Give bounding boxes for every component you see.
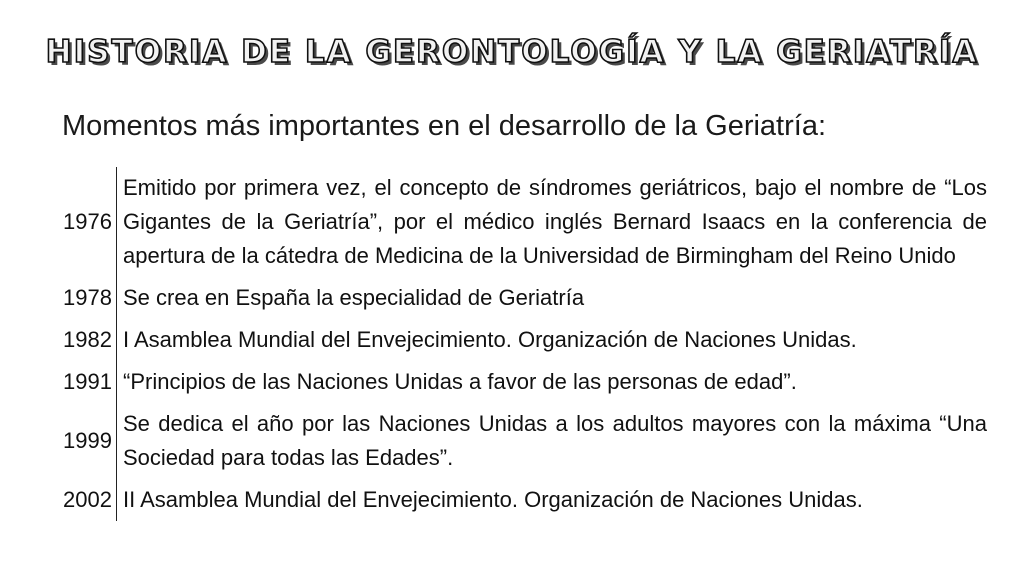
timeline-row <box>50 479 991 521</box>
timeline-year: 1999 <box>50 403 117 479</box>
timeline-event: I Asamblea Mundial del Envejecimiento. Organización de Naciones Unidas. <box>123 327 857 352</box>
timeline-row <box>50 277 991 319</box>
timeline-table <box>50 167 991 521</box>
timeline-event: Se dedica el año por las Naciones Unidas a los adultos mayores con la máxima “Una Sociedad para todas las Edades”. <box>123 411 987 470</box>
timeline-event: “Principios de las Naciones Unidas a favor de las personas de edad”. <box>123 369 797 394</box>
timeline-row <box>50 167 991 277</box>
timeline-year: 1982 <box>50 319 117 361</box>
timeline-row <box>50 361 991 403</box>
timeline-year: 2002 <box>50 479 117 521</box>
timeline-event: Emitido por primera vez, el concepto de síndromes geriátricos, bajo el nombre de “Los Gigantes de la Geriatría”, por el médico inglés Bernard Isaacs en la conferencia de apertura de la cátedra de Medicina de la Universidad de Birmingham del Reino Unido <box>123 175 987 268</box>
timeline-year: 1991 <box>50 361 117 403</box>
slide-subtitle: Momentos más importantes en el desarrollo de la Geriatría: <box>62 110 827 142</box>
timeline-year: 1976 <box>50 167 117 277</box>
timeline-row <box>50 403 991 479</box>
slide-title: HISTORIA DE LA GERONTOLOGÍA Y LA GERIATRÍA <box>45 34 979 70</box>
timeline-event: Se crea en España la especialidad de Geriatría <box>123 285 585 310</box>
timeline-row <box>50 319 991 361</box>
timeline-event: II Asamblea Mundial del Envejecimiento. Organización de Naciones Unidas. <box>123 487 863 512</box>
timeline-year: 1978 <box>50 277 117 319</box>
